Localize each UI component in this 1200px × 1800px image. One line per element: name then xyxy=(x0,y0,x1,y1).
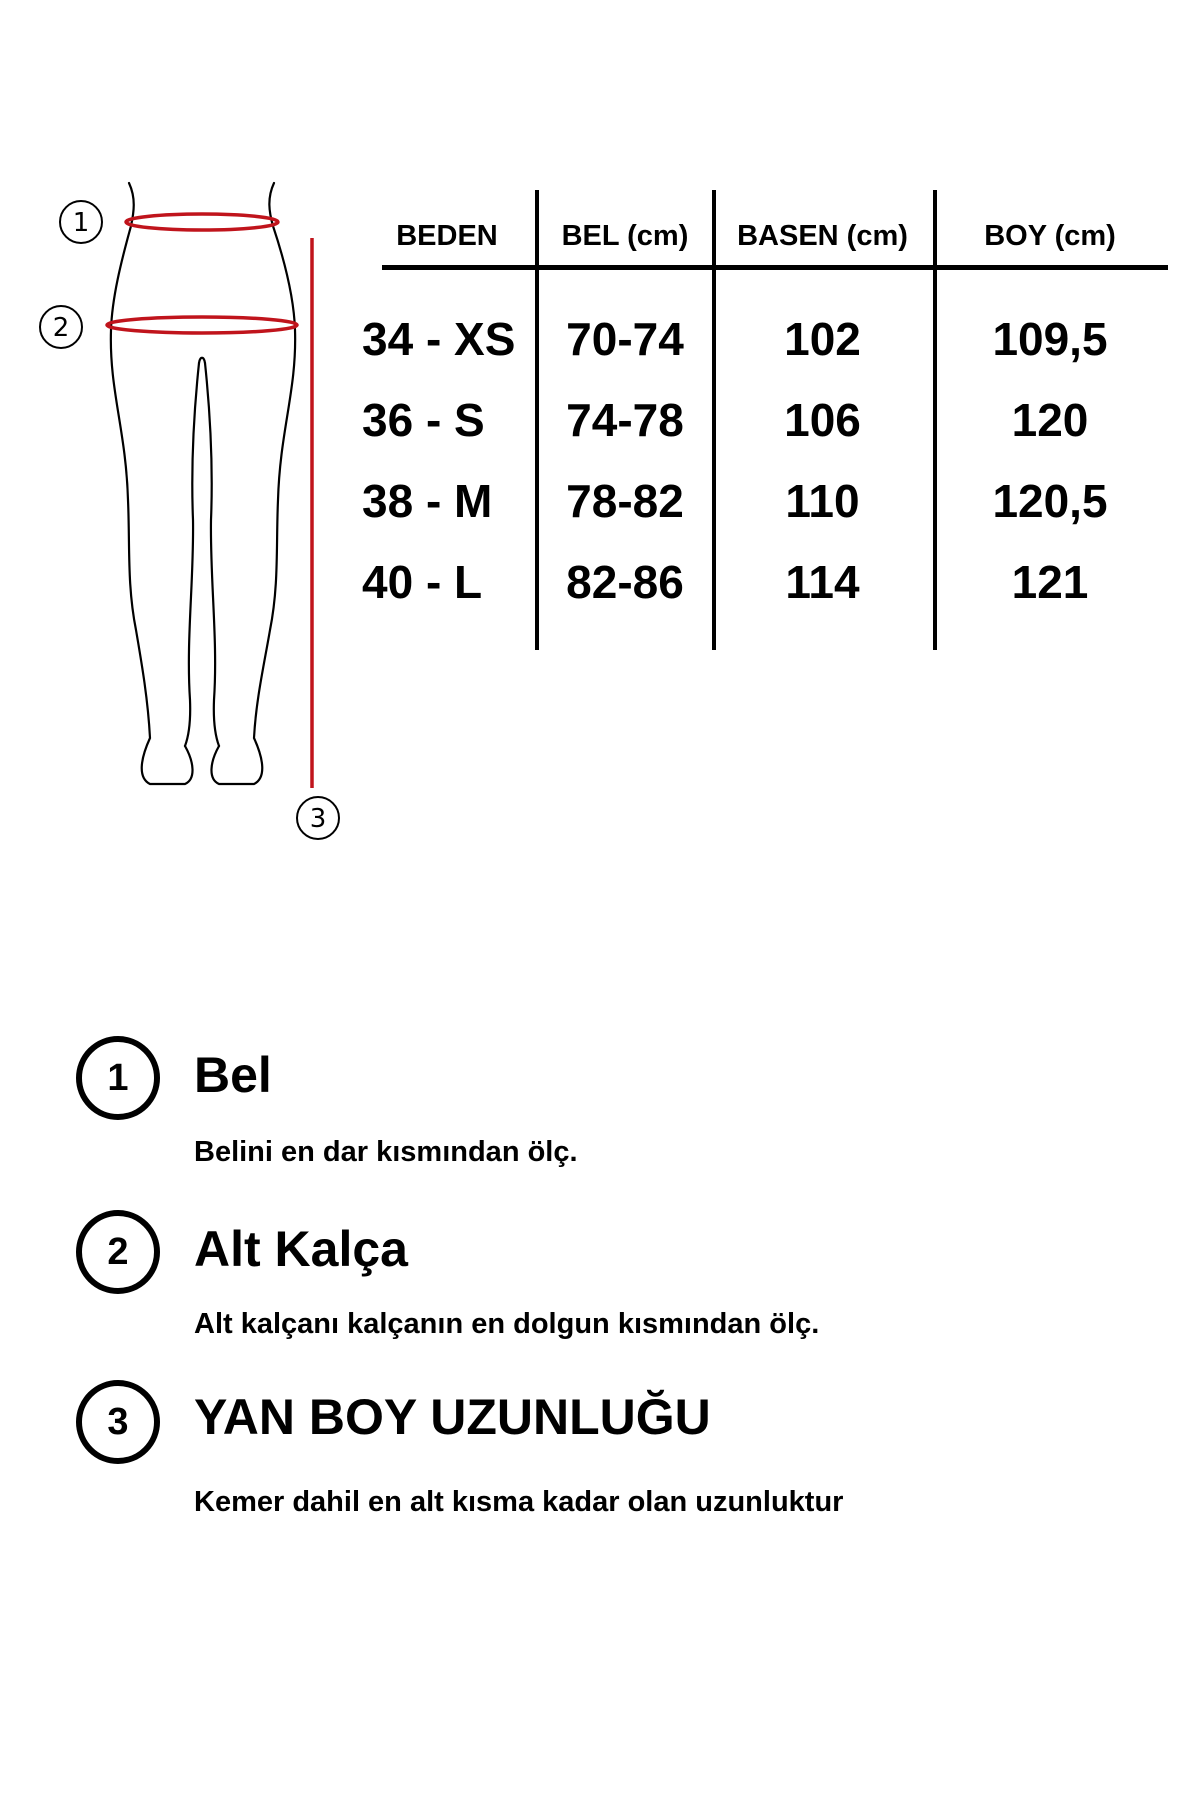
legend-desc-yan-boy: Kemer dahil en alt kısma kadar olan uzunluktur xyxy=(194,1486,844,1518)
header-bel: BEL (cm) xyxy=(561,220,689,252)
cell-boy: 109,5 xyxy=(992,313,1108,365)
cell-size: 38 - M xyxy=(362,475,493,527)
marker-1 xyxy=(60,201,102,243)
figure-inner-leg-right xyxy=(205,363,219,746)
column-divider xyxy=(933,190,937,650)
cell-boy: 120 xyxy=(1011,394,1089,446)
marker-1-number: 1 xyxy=(72,208,90,238)
legend-title-yan-boy: YAN BOY UZUNLUĞU xyxy=(194,1389,711,1445)
pants-measurement-figure xyxy=(0,0,360,860)
legend-title-bel: Bel xyxy=(194,1047,272,1103)
cell-basen: 106 xyxy=(784,394,861,446)
legend-number-1-badge xyxy=(76,1036,160,1120)
waist-measure-line xyxy=(126,214,278,230)
legend-number-2-badge xyxy=(76,1210,160,1294)
cell-boy: 120,5 xyxy=(992,475,1108,527)
cell-size: 40 - L xyxy=(362,556,483,608)
cell-size: 34 - XS xyxy=(362,313,516,365)
legend-number: 3 xyxy=(107,1400,129,1443)
cell-bel: 70-74 xyxy=(566,313,684,365)
cell-basen: 110 xyxy=(785,475,860,527)
figure-inner-leg-left xyxy=(185,363,199,746)
legend-title-alt-kalca: Alt Kalça xyxy=(194,1221,408,1277)
marker-2 xyxy=(40,306,82,348)
cell-bel: 78-82 xyxy=(566,475,684,527)
cell-basen: 102 xyxy=(784,313,861,365)
cell-bel: 82-86 xyxy=(566,556,684,608)
figure-outline-left xyxy=(111,183,193,784)
cell-basen: 114 xyxy=(785,556,860,608)
marker-3 xyxy=(297,797,339,839)
legend-number-3-badge xyxy=(76,1380,160,1464)
marker-2-number: 2 xyxy=(52,313,70,343)
hip-measure-line xyxy=(107,317,297,333)
cell-size: 36 - S xyxy=(362,394,485,446)
header-beden: BEDEN xyxy=(396,220,498,252)
legend-number: 1 xyxy=(107,1056,129,1099)
header-boy: BOY (cm) xyxy=(984,220,1116,252)
figure-crotch xyxy=(199,358,205,363)
header-rule xyxy=(382,265,1168,270)
cell-boy: 121 xyxy=(1011,556,1089,608)
legend-desc-alt-kalca: Alt kalçanı kalçanın en dolgun kısmından ölç. xyxy=(194,1308,820,1340)
figure-outline-right xyxy=(211,183,295,784)
column-divider xyxy=(712,190,716,650)
marker-3-number: 3 xyxy=(309,804,327,834)
cell-bel: 74-78 xyxy=(566,394,684,446)
size-table xyxy=(350,190,1170,660)
legend-desc-bel: Belini en dar kısmından ölç. xyxy=(194,1136,578,1168)
header-basen: BASEN (cm) xyxy=(737,220,908,252)
legend-number: 2 xyxy=(107,1230,129,1273)
